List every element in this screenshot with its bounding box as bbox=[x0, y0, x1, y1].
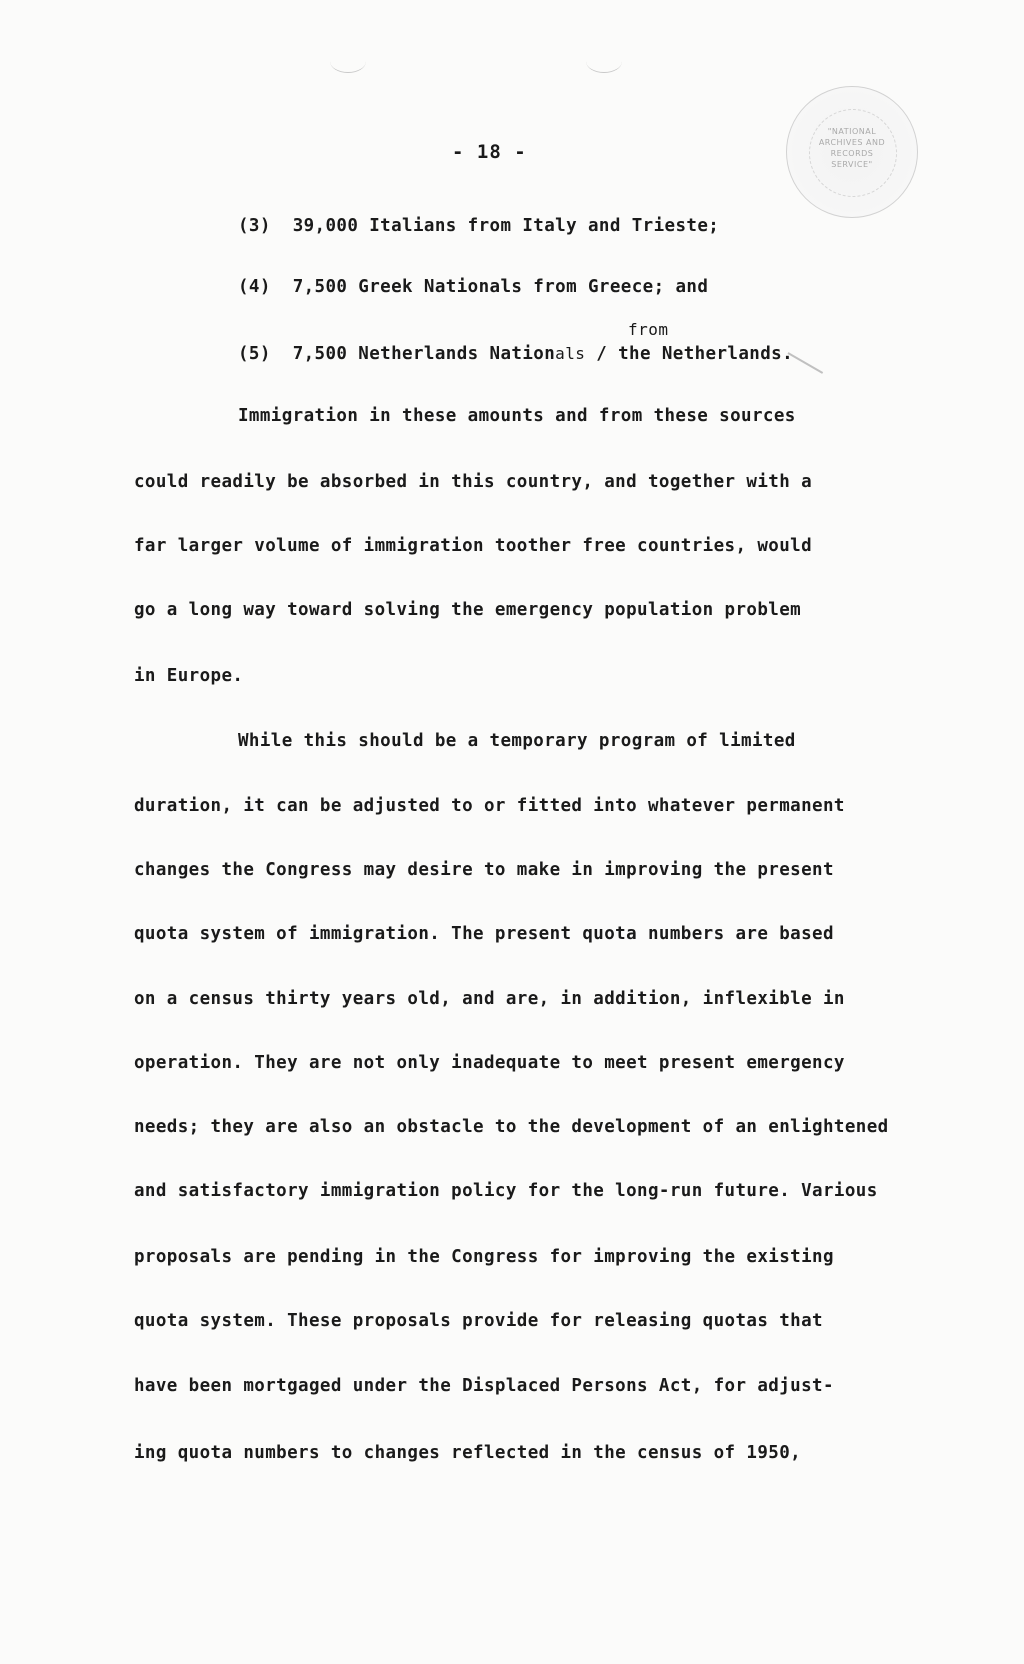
paragraph-line: have been mortgaged under the Displaced Persons Act, for adjust- bbox=[134, 1376, 834, 1396]
list-text-before: 7,500 Netherlands Nation bbox=[292, 344, 556, 364]
archive-stamp-line-4: SERVICE" bbox=[831, 160, 873, 169]
list-text: 7,500 Greek Nationals from Greece; and bbox=[292, 277, 709, 297]
paragraph-line: in Europe. bbox=[134, 666, 244, 686]
paragraph-line: could readily be absorbed in this country, and together with a bbox=[134, 472, 813, 492]
list-item-5 bbox=[238, 342, 793, 366]
handwritten-insert-word: from bbox=[628, 320, 669, 339]
paragraph-line: go a long way toward solving the emergency population problem bbox=[134, 600, 802, 620]
list-item-3 bbox=[238, 214, 719, 238]
list-text: 39,000 Italians from Italy and Trieste; bbox=[292, 216, 720, 236]
paragraph-line: quota system. These proposals provide for releasing quotas that bbox=[134, 1311, 823, 1331]
list-marker: (4) bbox=[238, 277, 271, 297]
archive-stamp-line-2: ARCHIVES AND bbox=[818, 138, 886, 147]
paragraph-line: Immigration in these amounts and from these sources bbox=[238, 406, 796, 426]
list-text-after: / the Netherlands. bbox=[585, 344, 794, 364]
paragraph-line: on a census thirty years old, and are, in addition, inflexible in bbox=[134, 989, 845, 1009]
paragraph-line: operation. They are not only inadequate to meet present emergency bbox=[134, 1053, 845, 1073]
list-marker: (5) bbox=[238, 344, 271, 364]
list-marker: (3) bbox=[238, 216, 271, 236]
paragraph-line: needs; they are also an obstacle to the development of an enlightened bbox=[134, 1117, 889, 1137]
paragraph-line: While this should be a temporary program of limited bbox=[238, 731, 796, 751]
archive-stamp-line-1: "NATIONAL bbox=[827, 127, 877, 136]
paragraph-line: changes the Congress may desire to make in improving the present bbox=[134, 860, 834, 880]
paper-smudge-right bbox=[586, 50, 622, 73]
archive-stamp bbox=[786, 86, 918, 218]
paragraph-line: far larger volume of immigration toother free countries, would bbox=[134, 536, 813, 556]
paragraph-line: quota system of immigration. The present quota numbers are based bbox=[134, 924, 834, 944]
list-item-4 bbox=[238, 275, 708, 299]
list-text-correction: als bbox=[555, 344, 586, 363]
page-number: - 18 - bbox=[452, 141, 527, 163]
paragraph-line: duration, it can be adjusted to or fitted into whatever permanent bbox=[134, 796, 845, 816]
paragraph-line: proposals are pending in the Congress for improving the existing bbox=[134, 1247, 834, 1267]
paragraph-line: ing quota numbers to changes reflected in the census of 1950, bbox=[134, 1443, 802, 1463]
archive-stamp-line-3: RECORDS bbox=[830, 149, 874, 158]
paper-smudge-left bbox=[330, 50, 366, 73]
paragraph-line: and satisfactory immigration policy for the long-run future. Various bbox=[134, 1181, 878, 1201]
